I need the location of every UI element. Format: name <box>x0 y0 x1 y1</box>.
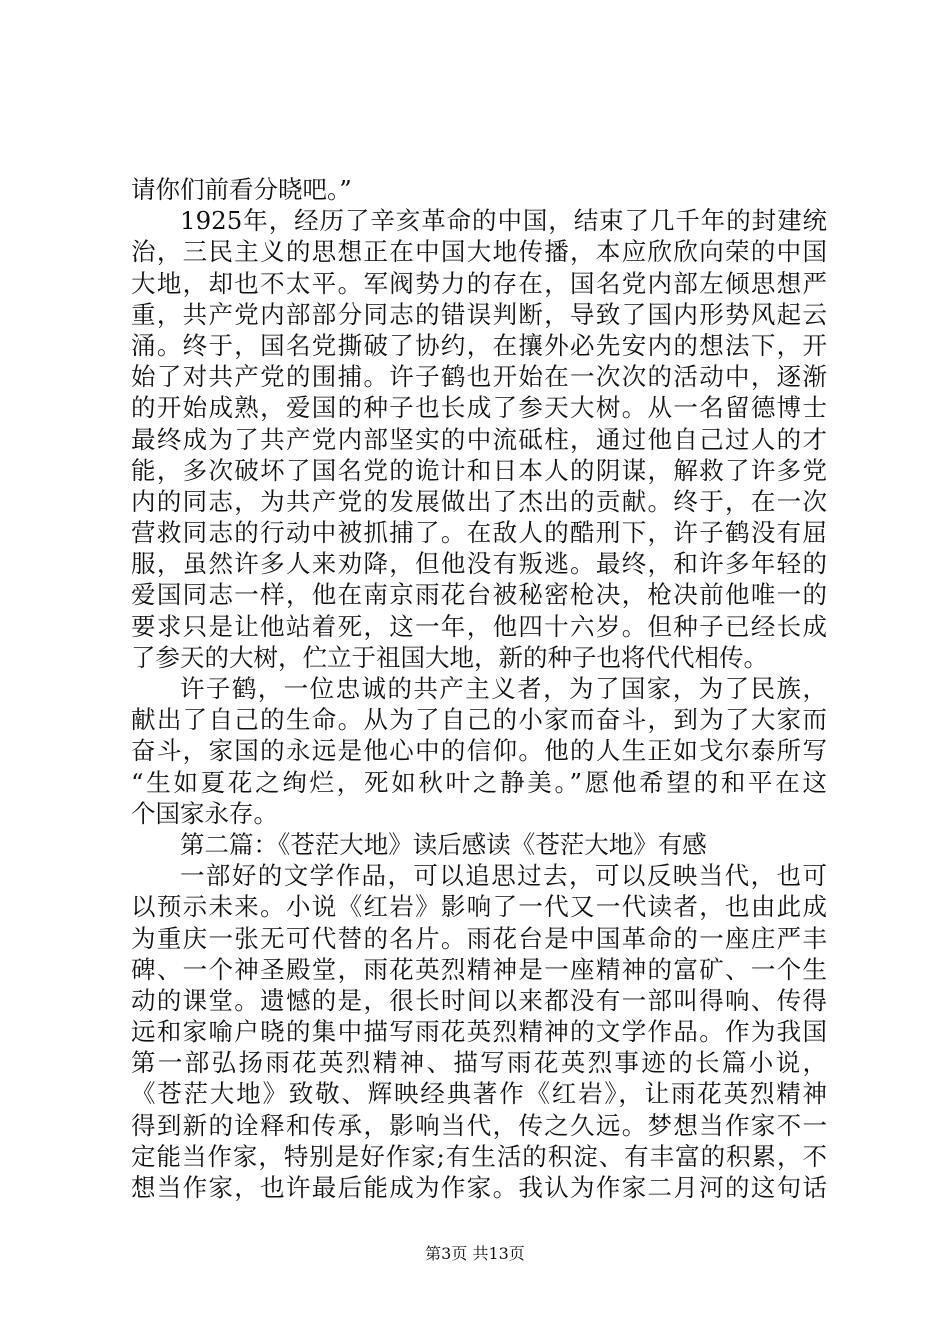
text-line: 要求只是让他站着死，这一年，他四十六岁。但种子已经长成 <box>131 611 827 641</box>
text-line: 最终成为了共产党内部坚实的中流砥柱，通过他自己过人的才 <box>131 424 827 454</box>
page-number-footer: 第3页 共13页 <box>425 1244 525 1263</box>
text-line: 第一部弘扬雨花英烈精神、描写雨花英烈事迹的长篇小说， <box>131 1048 827 1078</box>
text-line: 请你们前看分晓吧。” <box>131 175 352 204</box>
text-line: 远和家喻户晓的集中描写雨花英烈精神的文学作品。作为我国 <box>131 1017 827 1047</box>
text-line: 《苍茫大地》致敬、辉映经典著作《红岩》，让雨花英烈精神 <box>131 1079 827 1109</box>
text-line: “生如夏花之绚烂，死如秋叶之静美。”愿他希望的和平在这 <box>131 767 827 797</box>
text-line: 了参天的大树，伫立于祖国大地，新的种子也将代代相传。 <box>131 642 768 672</box>
text-line: 治，三民主义的思想正在中国大地传播，本应欣欣向荣的中国 <box>131 237 827 267</box>
text-line: 一部好的文学作品，可以追思过去，可以反映当代，也可 <box>180 861 827 891</box>
text-line: 许子鹤，一位忠诚的共产主义者，为了国家，为了民族， <box>180 674 827 703</box>
text-line: 大地，却也不太平。军阀势力的存在，国名党内部左倾思想严 <box>131 268 827 298</box>
text-line: 为重庆一张无可代替的名片。雨花台是中国革命的一座庄严丰 <box>131 923 827 953</box>
text-line: 服，虽然许多人来劝降，但他没有叛逃。最终，和许多年轻的 <box>131 549 827 579</box>
text-line: 爱国同志一样，他在南京雨花台被秘密枪决，枪决前他唯一的 <box>131 580 827 610</box>
text-line: 动的课堂。遗憾的是，很长时间以来都没有一部叫得响、传得 <box>131 985 827 1015</box>
text-line: 内的同志，为共产党的发展做出了杰出的贡献。终于，在一次 <box>131 486 827 516</box>
text-line: 得到新的诠释和传承，影响当代，传之久远。梦想当作家不一 <box>131 1110 827 1140</box>
text-line: 以预示未来。小说《红岩》影响了一代又一代读者，也由此成 <box>131 892 827 922</box>
text-line: 涌。终于，国名党撕破了协约，在攘外必先安内的想法下，开 <box>131 330 827 360</box>
text-line: 始了对共产党的围捕。许子鹤也开始在一次次的活动中，逐渐 <box>131 362 827 392</box>
text-line: 的开始成熟，爱国的种子也长成了参天大树。从一名留德博士 <box>131 393 827 423</box>
text-line: 奋斗，家国的永远是他心中的信仰。他的人生正如戈尔泰所写 <box>131 736 827 766</box>
text-line: 1925年，经历了辛亥革命的中国，结束了几千年的封建统 <box>180 206 827 236</box>
text-line: 重，共产党内部部分同志的错误判断，导致了国内形势风起云 <box>131 299 827 329</box>
text-line: 营救同志的行动中被抓捕了。在敌人的酷刑下，许子鹤没有屈 <box>131 518 827 548</box>
text-line: 碑、一个神圣殿堂，雨花英烈精神是一座精神的富矿、一个生 <box>131 954 827 984</box>
body-text <box>131 174 827 1203</box>
text-line: 定能当作家，特别是好作家;有生活的积淀、有丰富的积累，不 <box>131 1141 827 1171</box>
text-line: 个国家永存。 <box>131 798 278 828</box>
text-line: 第二篇：《苍茫大地》读后感读《苍茫大地》有感 <box>180 829 707 859</box>
text-line: 献出了自己的生命。从为了自己的小家而奋斗，到为了大家而 <box>131 705 827 735</box>
text-line: 能，多次破坏了国名党的诡计和日本人的阴谋，解救了许多党 <box>131 455 827 485</box>
text-line: 想当作家，也许最后能成为作家。我认为作家二月河的这句话 <box>131 1173 827 1202</box>
